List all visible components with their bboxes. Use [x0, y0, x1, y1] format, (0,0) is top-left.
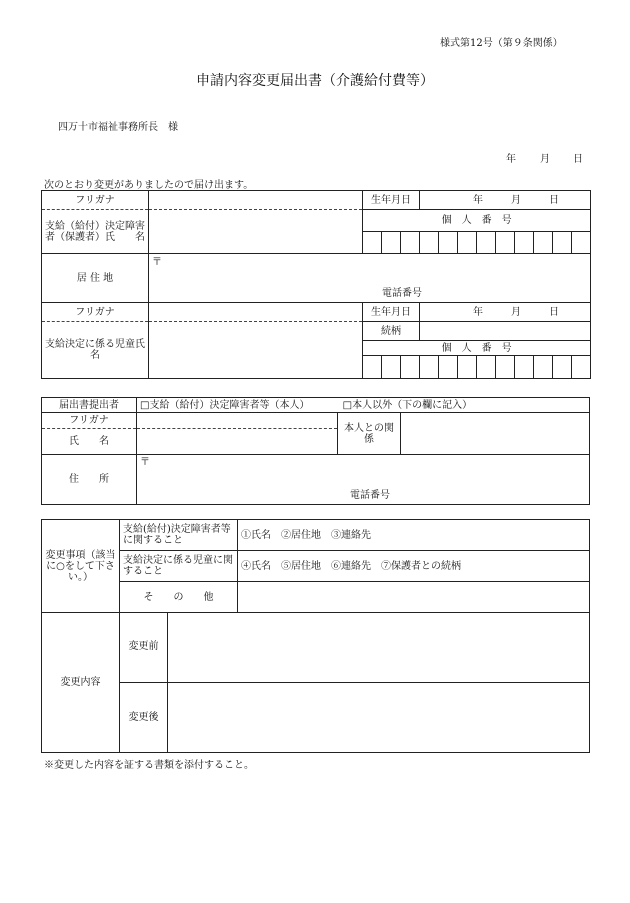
my-number-digit[interactable] [572, 232, 591, 254]
furigana-field[interactable] [149, 191, 363, 210]
change-content-label: 変更内容 [42, 613, 120, 753]
submitter-name-label: 氏 名 [42, 429, 137, 455]
my-number-digit[interactable] [553, 232, 572, 254]
relation-field[interactable] [420, 322, 591, 341]
submitter-option-self[interactable]: □支給（給付）決定障害者等（本人） [140, 399, 310, 411]
after-field[interactable] [168, 683, 590, 753]
my-number-digit[interactable] [363, 232, 382, 254]
relation-label: 続柄 [363, 322, 420, 341]
dob-label: 生年月日 [363, 191, 420, 210]
child-my-number-digit[interactable] [401, 356, 420, 379]
change-row3-label: そ の 他 [120, 582, 238, 613]
child-dob-label: 生年月日 [363, 303, 420, 322]
form-number: 様式第12号（第９条関係） [440, 38, 563, 49]
child-name-label: 支給決定に係る児童氏名 [42, 322, 149, 379]
child-dob-field[interactable]: 年 月 日 [420, 303, 591, 322]
before-field[interactable] [168, 613, 590, 683]
child-my-number-digit[interactable] [363, 356, 382, 379]
submitter-name-field[interactable] [137, 429, 338, 455]
submitter-option-other[interactable]: □本人以外（下の欄に記入） [342, 399, 473, 411]
child-furigana-field[interactable] [149, 303, 363, 322]
date-day: 日 [573, 154, 583, 165]
child-my-number-digit[interactable] [477, 356, 496, 379]
my-number-digit[interactable] [420, 232, 439, 254]
attachment-note: ※変更した内容を証する書類を添付すること。 [44, 760, 254, 771]
date-year: 年 [506, 154, 516, 165]
child-my-number-digit[interactable] [420, 356, 439, 379]
my-number-digit[interactable] [515, 232, 534, 254]
addressee: 四万十市福祉事務所長 様 [58, 122, 178, 133]
submitter-furigana-label: フリガナ [42, 413, 137, 429]
my-number-digit[interactable] [439, 232, 458, 254]
my-number-label: 個 人 番 号 [363, 210, 591, 232]
relationship-field[interactable] [401, 413, 590, 455]
change-section [41, 519, 589, 753]
phone-label: 電話番号 [382, 288, 422, 299]
my-number-digit[interactable] [458, 232, 477, 254]
before-label: 変更前 [120, 613, 168, 683]
submitter-address-label: 住 所 [42, 455, 137, 505]
my-number-digit[interactable] [477, 232, 496, 254]
change-items-label: 変更事項（該当に○をして下さい。） [42, 520, 120, 613]
date-month: 月 [540, 154, 550, 165]
child-my-number-digit[interactable] [572, 356, 591, 379]
my-number-digit[interactable] [382, 232, 401, 254]
child-my-number-digit[interactable] [382, 356, 401, 379]
address-label: 居 住 地 [42, 254, 149, 303]
child-my-number-label: 個 人 番 号 [363, 341, 591, 356]
dob-field[interactable]: 年 月 日 [420, 191, 591, 210]
relationship-label: 本人との関係 [338, 413, 401, 455]
change-row1-options[interactable]: ①氏名 ②居住地 ③連絡先 [238, 520, 590, 551]
applicant-name-label: 支給（給付）決定障害者（保護者）氏 名 [42, 210, 149, 254]
change-row2-label: 支給決定に係る児童に関すること [120, 551, 238, 582]
submitter-options [137, 398, 590, 413]
applicant-name-field[interactable] [149, 210, 363, 254]
submitter-address-field[interactable] [137, 455, 590, 505]
child-my-number-digit[interactable] [458, 356, 477, 379]
address-field[interactable] [149, 254, 591, 303]
postal-mark: 〒 [152, 257, 162, 268]
child-my-number-digit[interactable] [439, 356, 458, 379]
child-my-number-digit[interactable] [515, 356, 534, 379]
child-name-field[interactable] [149, 322, 363, 379]
submitter-postal-mark: 〒 [140, 457, 150, 468]
applicant-section [41, 190, 589, 379]
submitter-phone-label: 電話番号 [350, 490, 390, 501]
child-my-number-digit[interactable] [534, 356, 553, 379]
change-row2-options[interactable]: ④氏名 ⑤居住地 ⑥連絡先 ⑦保護者との続柄 [238, 551, 590, 582]
child-my-number-digit[interactable] [496, 356, 515, 379]
after-label: 変更後 [120, 683, 168, 753]
child-my-number-digit[interactable] [553, 356, 572, 379]
intro-text: 次のとおり変更がありましたので届け出ます。 [44, 180, 254, 191]
furigana-label: フリガナ [42, 191, 149, 210]
my-number-digit[interactable] [534, 232, 553, 254]
form-title: 申請内容変更届出書（介護給付費等） [196, 73, 434, 89]
my-number-digit[interactable] [496, 232, 515, 254]
child-furigana-label: フリガナ [42, 303, 149, 322]
submitter-label: 届出書提出者 [42, 398, 137, 413]
submitter-section [41, 397, 589, 505]
my-number-digit[interactable] [401, 232, 420, 254]
change-row1-label: 支給(給付)決定障害者等に関すること [120, 520, 238, 551]
submitter-furigana-field[interactable] [137, 413, 338, 429]
change-other-field[interactable] [238, 582, 590, 613]
